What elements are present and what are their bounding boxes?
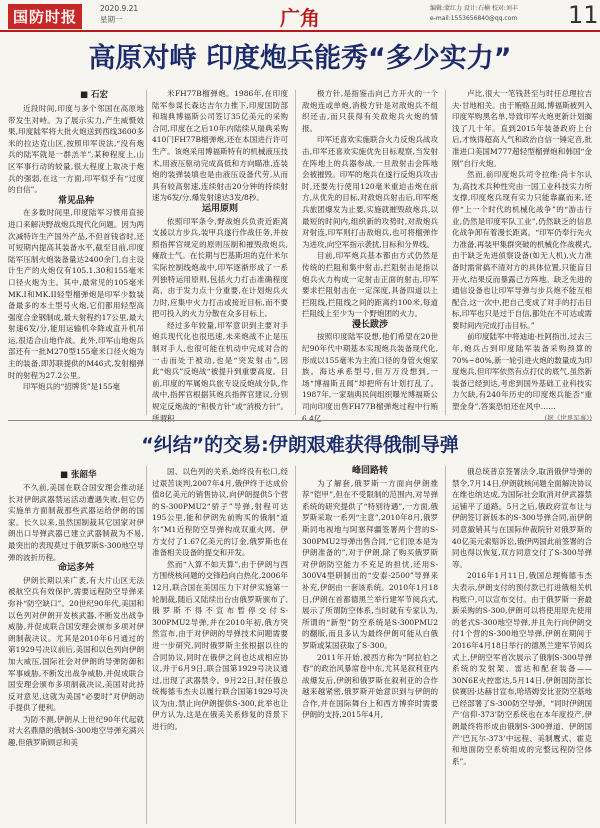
- paragraph: 在多数时间里,印度陆军习惯用直接进口来解决野战炮兵现代化问题。因为两次减特许生产国外产品,不但首钱省时,还可短期内提高其装备水平,截至目前,印度陆军压制火炮装备量达2400余门,自主设计生产的火炮仅有105.1.30和155毫米口径火炮为主。其中,最常见的105毫米MK.I和MK.II轻型榴弹炮是印军少数装备最多的本土型号火炮,它们都用轻型高强度合金钢制成,最大射程约17公里,最大射速6发/分,能用运输机伞降或直升机吊运,很适合山地作战。此外,印军山地炮兵部还有一批M270型155毫米口径火炮为主的装备,即苏联提供的M46式,发射榴弹时的射程为27.2公里。: [8, 208, 144, 380]
- paragraph: 近段时间,印度与多个邻国在高原地带发生对峙。为了展示实力,产生威慑效果,印度陆军将大批火炮送到西线3600多米的拉达克山区,按照印军说法,“没有炮兵的陆军就是一群羔羊”,某种程度上,山区军事行动的较量,很大程度上取决于炮兵的强弱,在这一方面,印军似乎有“过度的自信”。: [8, 104, 144, 195]
- paragraph: 国、以色列的关系,始终没有松口,经过艰苦谈判,2007年4月,俄伊终于达成价值8亿美元的销售协议,向伊朗提供5个营的S-300PMU2“骄子”导弹,射程可达195公里,能和伊朗先前购买的俄制“道尔”M1近程防空导弹构成双重火网。伊方支付了1.67亿美元的订金,俄罗斯也在准备相关设备的提交和开发。: [152, 467, 288, 558]
- column-divider: [445, 466, 446, 824]
- paragraph: 目前,印军炮兵基本都由方式仍然是传统的拦阻和集中射击,拦阻射击是指以炮兵火力构成一定射击正面的射击,印军要求拦阻射击在一定深度,具备四道以上拦阻线,拦阻线之间的距离约100米,每道拦阻线上至少为一个野炮团的火力。: [302, 251, 438, 319]
- article2-column-4: [452, 466, 592, 824]
- paragraph: 极方针,是指鉴击向己方开火的一个敌炮连或单炮,消极方针是对敌炮兵不组织还击,而只获得有关敌炮兵火炮的情报。: [302, 89, 438, 133]
- paragraph: 经过多年较量,印军意识到主要对手炮兵现代化也很迅速,未来炮战不止是压制对手人,也很可能在机动中完成对合的一击而处于被动,也是“突发射击”,因此“炮兵”反炮战“被提升到重要高度。目前,印度的军属炮兵旅专设反炮战分队,作战中,指挥官根据其炮兵指挥官建议,分别规定反炮战的“积极方针”或“消极方针”。所谓积: [152, 320, 288, 423]
- paragraph: 前印度陆军中将迪迪·杜阿指出,过去三年,炮兵占到印度陆军装备采购预算的70%~80%,新一轮引进火炮的数量成为印度炮兵,但印军依然有点打仗的底气,虽然新装备已经到达,考虑到国外基础工业科技实力欠缺,有240年历史的印度炮兵能否“重塑金身”,答案恐怕还在风中……: [452, 332, 592, 412]
- article2-author: ■ 张韶华: [60, 470, 97, 480]
- paragraph: 为了解套,俄罗斯一方面向伊朗推荐“铠甲”,但在不受限制的范围内,对导弹系统的研究提供了“特别待遇”,一方面,俄罗斯采取一系列“主意”,2010年8月,俄罗斯同电视地与阿塞拜疆签署两个营的S-300PMU2导弹出售合同,“它们原本是为伊朗准备的”,对于伊朗,除了购买俄罗斯对伊朗防空能力不充足的担忧,还用S-300V4型研制出的“安泰-2500”导弹来补充,伊朗由一套该系统。2010年1月18日,伊朗在首都德黑兰举行建军节阅兵式,展示了所谓防空体系,当时就有专家认为,所谓的“新型”防空系统是S-300PMU2的翻版,而且多认为最终伊朗可能从白俄罗斯或某国获取了S-300。: [302, 478, 438, 650]
- article1-column-1: [8, 103, 144, 415]
- paragraph: 按照印度陆军设想,他们希望在20世纪90年代中期基本实现炮兵装备现代化,形成以155毫米为主流口径的身管火炮家族。海达承系型号,但万万没想到,一场“博福斯丑闻”却把所有计划打乱了。1987年,一家瑞典民间组织曝光博福斯公司向印度出售FH77B榴弹炮过程中行贿6.4亿: [302, 332, 438, 423]
- article2-title: “纠结”的交易:伊朗艰难获得俄制导弹: [141, 434, 459, 456]
- paragraph: 2016年1月11日,俄国总理梅德韦杰夫表示,伊朗支付的预付款已打进俄相关机构账户,可以宣布交付。由于俄罗斯一套最新采购的S-300,伊朗可以将使用原先使用的老式S-300地空导弹,并且先行向伊朗交付1个营的S-300地空导弹,伊朗在期间于2016年4月18日举行的德黑兰建军节阅兵式上,伊朗空军首次展示了俄制S-300导弹系统的发射架、雷达和配套装备——30N6E火控雷达,5月14日,伊朗国防部长侯赛因·达赫甘宣布,哈塔姆安比亚防空基地已经部署了S-300防空导弹。“同时伊朗国产‘信仰-373’防空系统也在本年度投产,伊朗最终将形成由俄制S-300弹道、伊朗国产‘巴瓦尔-373’中远程、美制鹰式、霍克和地面防空系统组成的完整远程防空体系”。: [452, 571, 592, 766]
- page-number: 11: [568, 1, 599, 29]
- paragraph: 伊朗长期以来广袤,有大片山区无法被航空兵有效保护,需要远程防空导弹来弥补“防空缺口”。20世纪90年代,美国和以色列对伊朗开发核武器,不断发出战争威胁,并促成联合国安理会颁布多项对伊朗制裁决议。尤其是2010年6月通过的第1929号决议前后,美国和以色列向伊朗加大威压,国际社会对伊朗的导弹防御和军事威胁,不断发出战争威胁,并促成联合国安理会颁布多项制裁决议,美国对此持反对意见,这就为美国“必要时”对伊朗动手提供了便利。: [8, 575, 144, 713]
- paragraph: 米FH77B榴弹炮。1986年,在印度陆军参谋长森达吉尔力推下,印度国防部和瑞典博福斯公司签订35亿美元的采购合同,印度在之后10年内陆续从瑞典采购410门FH77B榴弹炮,还在本国进行许可生产。该炮采用博福斯特有的机械液压技术,用液压驱动完成高低和方向瞄准,连装炮的装弹装填也是由液压设备代劳,从而具有较高射速,连续射击20分钟的持续射速为6发/分,爆发射速达3发/8秒。: [152, 89, 288, 203]
- paragraph: 印军炮兵的“招牌货”是155毫: [23, 382, 120, 392]
- paragraph: 不久前,美国在联合国安理会推动延长对伊朗武器禁运活动遭遇失败,但它仍实施单方面制裁那些武器运给伊朗的国家。长久以来,虽然国制裁其它国家对伊朗出口导弹武器已建立武器制裁为不易,最突出的表现莫过于俄罗斯S-300地空导弹的波折历程。: [8, 483, 144, 562]
- column-divider: [295, 90, 296, 415]
- article1-column-2: [152, 88, 288, 423]
- article1-column-3: [302, 88, 438, 423]
- column-divider: [295, 466, 296, 824]
- column-divider: [146, 90, 147, 415]
- article1-author: ■ 石宏: [80, 90, 108, 100]
- article1-title: 高原对峙 印度炮兵能秀“多少实力”: [88, 43, 512, 74]
- paragraph: 依照印军条令,野战炮兵负责近距离支援以方步兵,装甲兵遂行作战任务,并按照指挥官规定的原则压制和摧毁敌炮兵,瘫敌士气。在长期与巴基斯坦的克什米尔实际控制线炮战中,印军逐渐形成了一系列独特运用原则,包括火力打击准确程度高、由于发力点十分重要,在计划炮兵火力时,应集中火力打击或接近目标,而不要把可投入的火力分散在众多目标上。: [152, 216, 288, 319]
- paragraph: 然而“入算不如天算”,由于伊朗与西方围绕核问题的交锋趋向白热化,2006年12月,联合国在美国压力下对伊实施第一轮制裁,随后又陆续出台由俄罗斯颁布了,俄罗斯不得不宣布暂停交付S-300PMU2导弹,并在2010年初,俄方突然宣布,由于对伊朗的导弹技术问题需要进一步研究,同时俄罗斯主张根据以往的合同协议,同时在俄伊之间也达成相应协议,并于6月9日,联合国第1929号决议通过,出现了武器禁令。9月22日,时任俄总统梅德韦杰夫以履行联合国第1929号决议为由,禁止向伊朗提供S-300,此举也让伊方认为,这是在俄美关系修复的背景下进行的。: [152, 559, 288, 732]
- article2-column-1: [8, 482, 144, 824]
- paragraph: 印军还喜欢实施联合火力反炮兵战攻击,印军还喜欢实施优先目标观察,当发射在阵地上的兵器参战,一旦敌射击会阵地会被摧毁。印军的炮兵在遂行反炮兵攻击时,还要先行使用120毫米重迫击炮在前方,从优先的目标,对敌炮兵射击后,印军炮兵旅团爆发为止要,实施就摧毁敌炮兵,以最短的时间内,组织新的攻势时,对敌炮兵对射连,印军则打击敌炮兵,也可将榴弹作为进攻,向空军指示袭扰,目标和分界线。: [302, 135, 438, 249]
- article1-column-4: [452, 88, 592, 422]
- section-subheading: 运用原则: [201, 203, 238, 214]
- section-subheading: 漫长跋涉: [351, 319, 388, 330]
- section-subheading: 常见品种: [57, 195, 94, 206]
- source-note: (据《世界军事》): [544, 413, 592, 422]
- section-subheading: 命运多舛: [57, 563, 94, 574]
- article2-column-2: [152, 466, 288, 824]
- column-divider: [445, 90, 446, 415]
- editor-info: 编辑:蒙红力 设计:石楠 校对:刘丰 e-mail:1553656840@qq.com: [430, 5, 518, 22]
- article-divider: [8, 420, 592, 421]
- issue-date: 2020.9.21 星期一: [100, 4, 139, 24]
- newspaper-logo: 国防时报: [8, 4, 82, 29]
- masthead: [0, 0, 600, 32]
- paragraph: 卢比,很大一笔钱甚至与时任总理拉吉夫·甘地相关。由于贿赂丑闻,博福斯被列入印度军购黑名单,导致印军火炮更新计划搁浅了几十年。直到2015年装备政府上台后,才恢得超高人气和政治自信一锤定音,批准进口美国M777超轻型榴弹炮和韩国“金刚”自行火炮。: [452, 89, 592, 168]
- paragraph: 然而,前印度炮兵司令拉维·尚卡尔认为,高技术兵种性究由一国工业科技实力所支撑,印度炮兵现有实力只能靠赢而来,还停“上一个时代的机械化战争”的“游击行业,仍然是印度军队工业”,仍然缺乏的信息化战争卸有着漫长距离。“印军仍奉行先火力准备,再装甲集群突破的机械化作战模式,由于缺乏先进侦察设备(如无人机),火力准备时需常搞不清对方的具体位置,只能盲目开火,结果反而暴露己方阵地。缺乏先进的通信设备也让印军导弹与步兵炮不能互相配合,这一次中,把自己变成了对手的打击目标,印军也只是过于自信,都处在不可达或需要时间内完成打击目标。”: [452, 170, 592, 330]
- article2-column-3: [302, 466, 438, 824]
- column-divider: [146, 466, 147, 824]
- paragraph: 为防不测,伊朗从上世纪90年代起就对大名鼎鼎的俄制S-300地空导弹充满兴趣,但俄罗斯顾忌和美: [8, 714, 144, 748]
- section-subheading: 峰回路转: [351, 466, 388, 476]
- paragraph: 2011年开始,被西方称为“阿拉伯之春”的政治风暴席卷中东,尤其是叙利亚内战爆发后,伊朗和俄罗斯在叙利亚的合作越来越紧密,俄罗斯开始意识到与伊朗的合作,并在国际舞台上和西方博弈时需要伊朗的支持,2015年4月,: [302, 652, 438, 720]
- paragraph: 俄总统普京签署法令,取消俄伊导弹的禁令,7月14日,伊朗就核问题全面解决协议在维也纳达成,为国际社会取消对伊武器禁运铺平了道路。5月之后,俄政府宣布让与伊朗签订新版本的S-300导弹合同,而伊朗同意撤销其与在国际仲裁院针对俄罗斯的40亿美元索赔诉讼,俄伊两国此前签署的合同也得以恢复,双方同意交付了S-300导弹等。: [452, 467, 592, 569]
- section-title: 广角: [280, 6, 320, 30]
